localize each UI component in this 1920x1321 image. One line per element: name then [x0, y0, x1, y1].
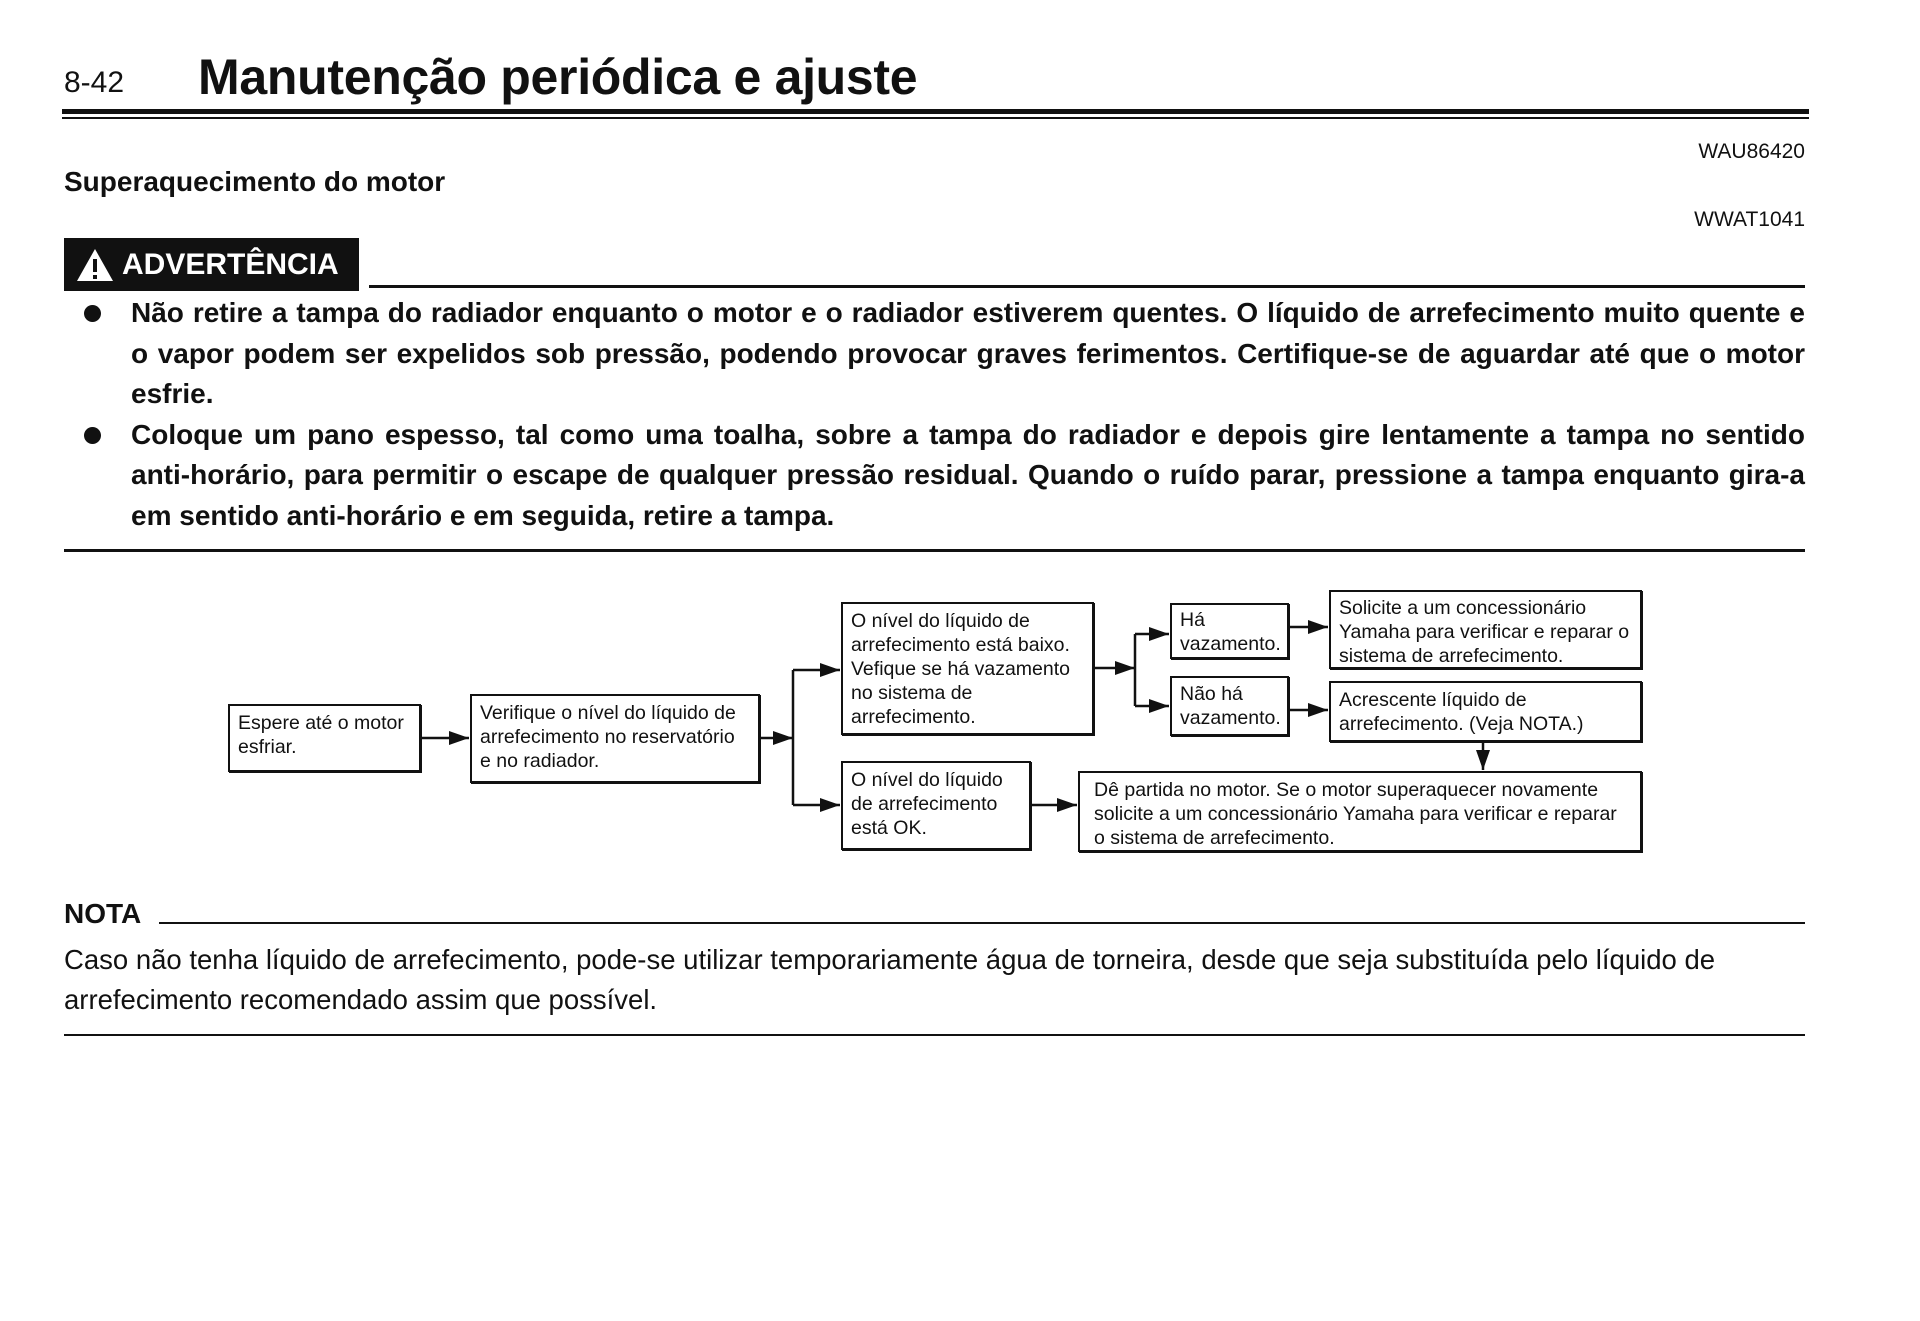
- warning-code: WWAT1041: [1694, 208, 1805, 231]
- page-number: 8-42: [64, 66, 125, 99]
- flow-box-ok: O nível do líquido de arrefecimento está OK.: [841, 761, 1031, 850]
- flow-box-low: O nível do líquido de arrefecimento está baixo. Vefique se há vazamento no sistema de arrefecimento.: [841, 602, 1094, 735]
- note-end-rule: [64, 1034, 1805, 1036]
- section-title: Superaquecimento do motor: [64, 166, 446, 197]
- section-code: WAU86420: [1698, 140, 1805, 163]
- flow-box-leak: Há vazamento.: [1170, 603, 1289, 659]
- note-rule: [159, 922, 1805, 924]
- flow-box-check: Verifique o nível do líquido de arrefecimento no reservatório e no radiador.: [470, 694, 760, 783]
- flow-box-add: Acrescente líquido de arrefecimento. (Veja NOTA.): [1329, 681, 1642, 742]
- flow-box-no-leak: Não há vazamento.: [1170, 676, 1289, 736]
- page-title: Manutenção periódica e ajuste: [198, 49, 918, 105]
- note-label: NOTA: [64, 898, 142, 929]
- flow-box-dealer: Solicite a um concessionário Yamaha para verificar e reparar o sistema de arrefecimento.: [1329, 590, 1642, 669]
- note-text: Caso não tenha líquido de arrefecimento, pode-se utilizar temporariamente água de torneira, desde que seja substituída pelo líquido de arrefecimento recomendado assim que possível.: [64, 944, 1716, 1015]
- flow-box-wait: Espere até o motor esfriar.: [228, 704, 421, 772]
- warning-text: Não retire a tampa do radiador enquanto o motor e o radiador estiverem quentes. O líquido de arrefecimento muito quente e o vapor podem ser expelidos sob pressão, podendo provocar graves ferimentos. Certifique-se de aguardar até que o motor esfrie.: [131, 297, 1805, 409]
- warning-text: Coloque um pano espesso, tal como uma toalha, sobre a tampa do radiador e depois gire lentamente a tampa no sentido anti-horário, para permitir o escape de qualquer pressão residual. Quando o ruído parar, pressione a tampa enquanto gira-a em sentido anti-horário e em seguida, retire a tampa.: [131, 418, 1805, 531]
- warning-label-text: ADVERTÊNCIA: [122, 247, 339, 281]
- flow-box-start: Dê partida no motor. Se o motor superaquecer novamente solicite a um concessionário Yamaha para verificar e reparar o sistema de arrefecimento.: [1078, 771, 1642, 852]
